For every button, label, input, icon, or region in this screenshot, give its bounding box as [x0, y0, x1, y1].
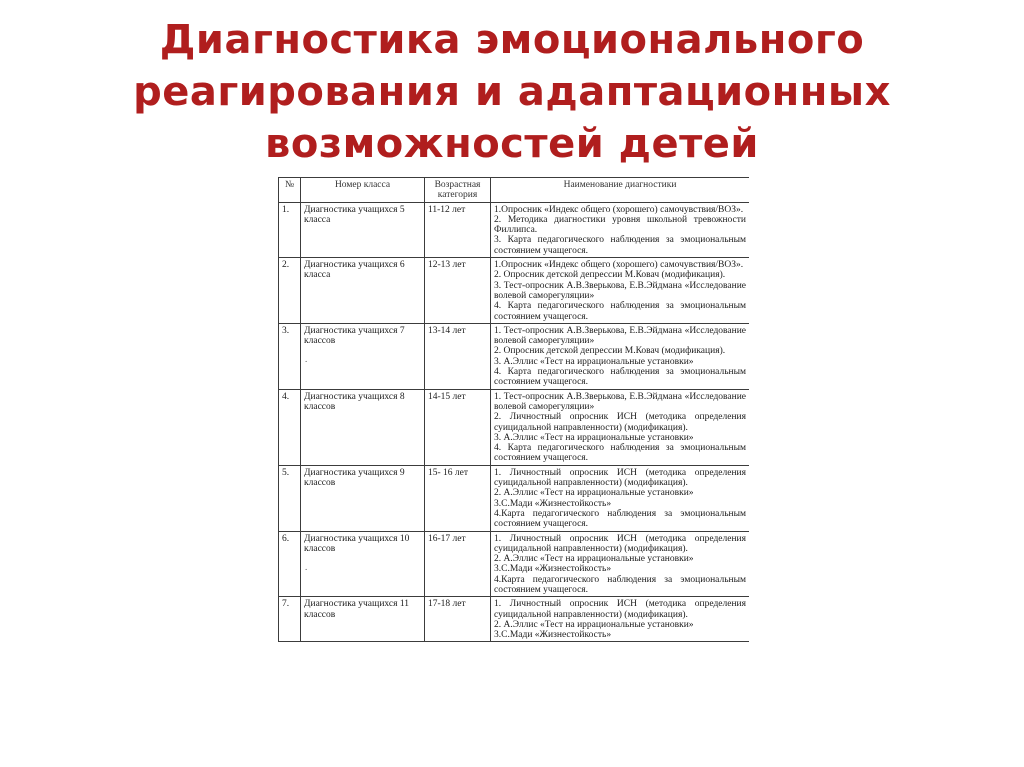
diagnostic-item: 1. Личностный опросник ИСН (методика определения суицидальной направленности) (модификация).	[494, 467, 746, 489]
diagnostic-item: 2. Методика диагностики уровня школьной тревожности Филлипса.	[494, 214, 746, 236]
table-row	[279, 389, 750, 465]
row-diagnostics	[491, 465, 750, 531]
diagnostic-item: 4. Карта педагогического наблюдения за эмоциональным состоянием учащегося.	[494, 367, 746, 388]
table-body	[279, 202, 750, 642]
diagnostic-item: 3.С.Мади «Жизнестойкость»	[494, 630, 612, 641]
diagnostics-table	[278, 177, 749, 642]
row-diagnostics	[491, 389, 750, 465]
header-number: №	[279, 178, 301, 203]
row-age: 17-18 лет	[425, 597, 491, 642]
row-age: 12-13 лет	[425, 258, 491, 324]
row-class-cell	[301, 597, 425, 642]
slide-title	[0, 14, 1024, 170]
diagnostic-item: 2. Личностный опросник ИСН (методика определения суицидальной направленности) (модификация).	[494, 412, 746, 433]
diagnostic-item: 3.С.Мади «Жизнестойкость»	[494, 498, 612, 509]
diagnostic-item: 3. А.Эллис «Тест на иррациональные установки»	[494, 356, 694, 367]
diagnostic-item: 1.Опросник «Индекс общего (хорошего) самочувствия/ВОЗ».	[494, 204, 744, 215]
row-number: 5.	[279, 465, 301, 531]
title-line-2: реагирования и адаптационных	[133, 69, 891, 115]
row-class: Диагностика учащихся 10 классов	[304, 533, 410, 554]
diagnostic-item: 4. Карта педагогического наблюдения за эмоциональным состоянием учащегося.	[494, 443, 746, 464]
row-number: 7.	[279, 597, 301, 642]
row-age: 13-14 лет	[425, 323, 491, 389]
row-diagnostics	[491, 258, 750, 324]
row-class: Диагностика учащихся 6 класса	[304, 260, 405, 281]
title-line-3: возможностей детей	[265, 121, 759, 167]
scan-mark: .	[305, 562, 308, 573]
diagnostic-item: 2. А.Эллис «Тест на иррациональные установки»	[494, 554, 694, 565]
table-row	[279, 202, 750, 257]
row-number: 2.	[279, 258, 301, 324]
row-class-cell	[301, 465, 425, 531]
diagnostic-item: 1. Тест-опросник А.В.Зверькова, Е.В.Эйдмана «Исследование волевой саморегуляции»	[494, 391, 746, 412]
header-age: Возрастная категория	[425, 178, 491, 203]
diagnostic-item: 1. Личностный опросник ИСН (методика определения суицидальной направленности) (модификация).	[494, 533, 746, 554]
row-age: 16-17 лет	[425, 531, 491, 597]
table-row	[279, 465, 750, 531]
diagnostic-item: 4.Карта педагогического наблюдения за эмоциональным состоянием учащегося.	[494, 508, 746, 530]
row-class-cell	[301, 323, 425, 389]
table-row	[279, 531, 750, 597]
row-age: 14-15 лет	[425, 389, 491, 465]
diagnostic-item: 3. Тест-опросник А.В.Зверькова, Е.В.Эйдмана «Исследование волевой саморегуляции»	[494, 280, 746, 301]
row-number: 6.	[279, 531, 301, 597]
row-number: 3.	[279, 323, 301, 389]
row-number: 1.	[279, 202, 301, 257]
row-class: Диагностика учащихся 5 класса	[304, 204, 405, 225]
row-class-cell	[301, 258, 425, 324]
diagnostic-item: 4. Карта педагогического наблюдения за эмоциональным состоянием учащегося.	[494, 301, 746, 322]
diagnostic-item: 3.С.Мади «Жизнестойкость»	[494, 564, 612, 575]
row-diagnostics	[491, 202, 750, 257]
row-class-cell	[301, 202, 425, 257]
row-number: 4.	[279, 389, 301, 465]
table-row	[279, 597, 750, 642]
scan-mark: .	[305, 354, 308, 365]
row-class: Диагностика учащихся 11 классов	[304, 599, 409, 620]
diagnostic-item: 4.Карта педагогического наблюдения за эмоциональным состоянием учащегося.	[494, 574, 746, 595]
diagnostic-item: 2. Опросник детской депрессии М.Ковач (модификация).	[494, 270, 726, 281]
diagnostic-item: 1. Личностный опросник ИСН (методика определения суицидальной направленности) (модификация).	[494, 599, 746, 620]
table-row	[279, 323, 750, 389]
row-age: 15- 16 лет	[425, 465, 491, 531]
diagnostic-item: 2. А.Эллис «Тест на иррациональные установки»	[494, 488, 694, 499]
table-row	[279, 258, 750, 324]
row-class: Диагностика учащихся 8 классов	[304, 391, 405, 412]
table-header-row	[279, 178, 750, 203]
diagnostic-item: 2. Опросник детской депрессии М.Ковач (модификация).	[494, 346, 726, 357]
row-class: Диагностика учащихся 9 классов	[304, 467, 405, 489]
diagnostic-item: 3. Карта педагогического наблюдения за эмоциональным состоянием учащегося.	[494, 235, 746, 256]
row-diagnostics	[491, 597, 750, 642]
header-diagnostics: Наименование диагностики	[491, 178, 750, 203]
diagnostic-item: 3. А.Эллис «Тест на иррациональные установки»	[494, 432, 694, 443]
diagnostic-item: 1.Опросник «Индекс общего (хорошего) самочувствия/ВОЗ».	[494, 260, 744, 271]
row-diagnostics	[491, 531, 750, 597]
row-class-cell	[301, 531, 425, 597]
row-class-cell	[301, 389, 425, 465]
diagnostic-item: 2. А.Эллис «Тест на иррациональные установки»	[494, 619, 694, 630]
row-age: 11-12 лет	[425, 202, 491, 257]
row-class: Диагностика учащихся 7 классов	[304, 325, 405, 347]
diagnostic-item: 1. Тест-опросник А.В.Зверькова, Е.В.Эйдмана «Исследование волевой саморегуляции»	[494, 325, 746, 347]
title-line-1: Диагностика эмоционального	[159, 17, 865, 63]
scanned-table	[278, 177, 749, 767]
header-class: Номер класса	[301, 178, 425, 203]
row-diagnostics	[491, 323, 750, 389]
